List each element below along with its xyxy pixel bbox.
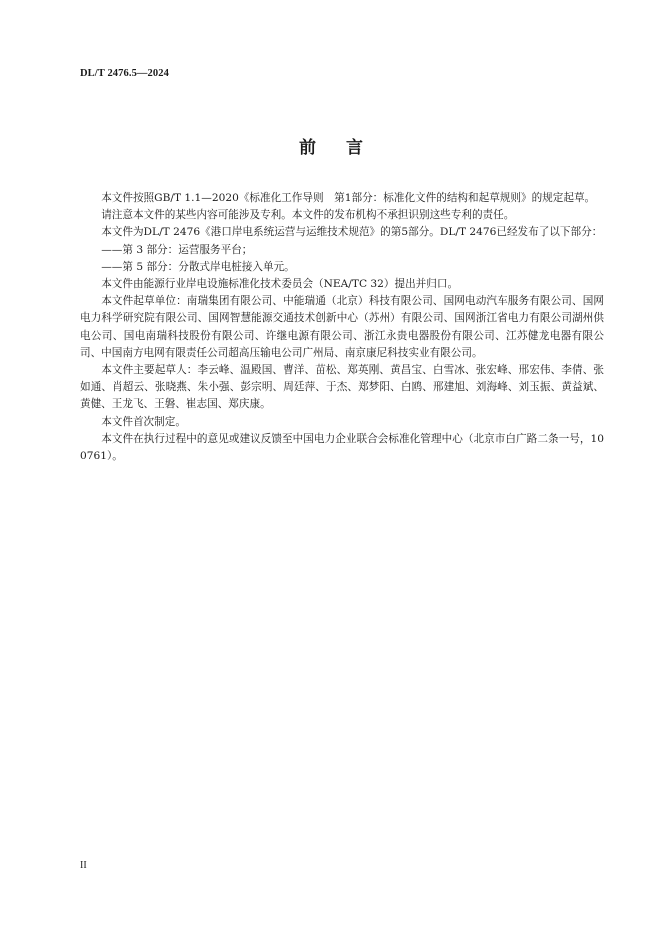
paragraph-patent-notice: 请注意本文件的某些内容可能涉及专利。本文件的发布机构不承担识别这些专利的责任。	[101, 209, 515, 222]
paragraph-proposing-committee: 本文件由能源行业岸电设施标准化技术委员会（NEA/TC 32）提出并归口。	[101, 278, 459, 291]
standard-code-header: DL/T 2476.5—2024	[80, 68, 169, 79]
paragraph-series-info: 本文件为DL/T 2476《港口岸电系统运营与运维技术规范》的第5部分。DL/T 2476已经发布了以下部分：	[101, 226, 603, 239]
page-title: 前言	[299, 138, 393, 158]
list-item-part-3: ——第 3 部分：运营服务平台；	[101, 243, 253, 256]
paragraph-main-drafters: 本文件主要起草人：李云峰、温殿国、曹洋、苗松、郑英刚、黄昌宝、白雪冰、张宏峰、邢宏伟、李倩、张如通、肖超云、张晓燕、朱小强、彭宗明、周廷萍、于杰、郑梦阳、白鸥、邢建旭、刘海峰、刘玉振、黄益斌、黄健、王龙飞、王磐、崔志国、郑庆康。	[80, 364, 604, 411]
paragraph-drafting-organizations: 本文件起草单位：南瑞集团有限公司、中能瑞通（北京）科技有限公司、国网电动汽车服务有限公司、国网电力科学研究院有限公司、国网智慧能源交通技术创新中心（苏州）有限公司、国网浙江省电力有限公司湖州供电公司、国电南瑞科技股份有限公司、许继电源有限公司、浙江永贵电器股份有限公司、江苏健龙电器有限公司、中国南方电网有限责任公司超高压输电公司广州局、南京康尼科技实业有限公司。	[80, 295, 604, 359]
paragraph-feedback: 本文件在执行过程中的意见或建议反馈至中国电力企业联合会标准化管理中心（北京市白广路二条一号，100761）。	[80, 432, 604, 463]
paragraph-first-edition: 本文件首次制定。	[101, 415, 186, 428]
foreword-body	[80, 190, 604, 465]
paragraph-drafting-rules: 本文件按照GB/T 1.1—2020《标准化工作导则 第1部分：标准化文件的结构和起草规则》的规定起草。	[101, 192, 596, 204]
list-item-part-5: ——第 5 部分：分散式岸电桩接入单元。	[101, 260, 295, 273]
page-number: II	[80, 860, 87, 871]
